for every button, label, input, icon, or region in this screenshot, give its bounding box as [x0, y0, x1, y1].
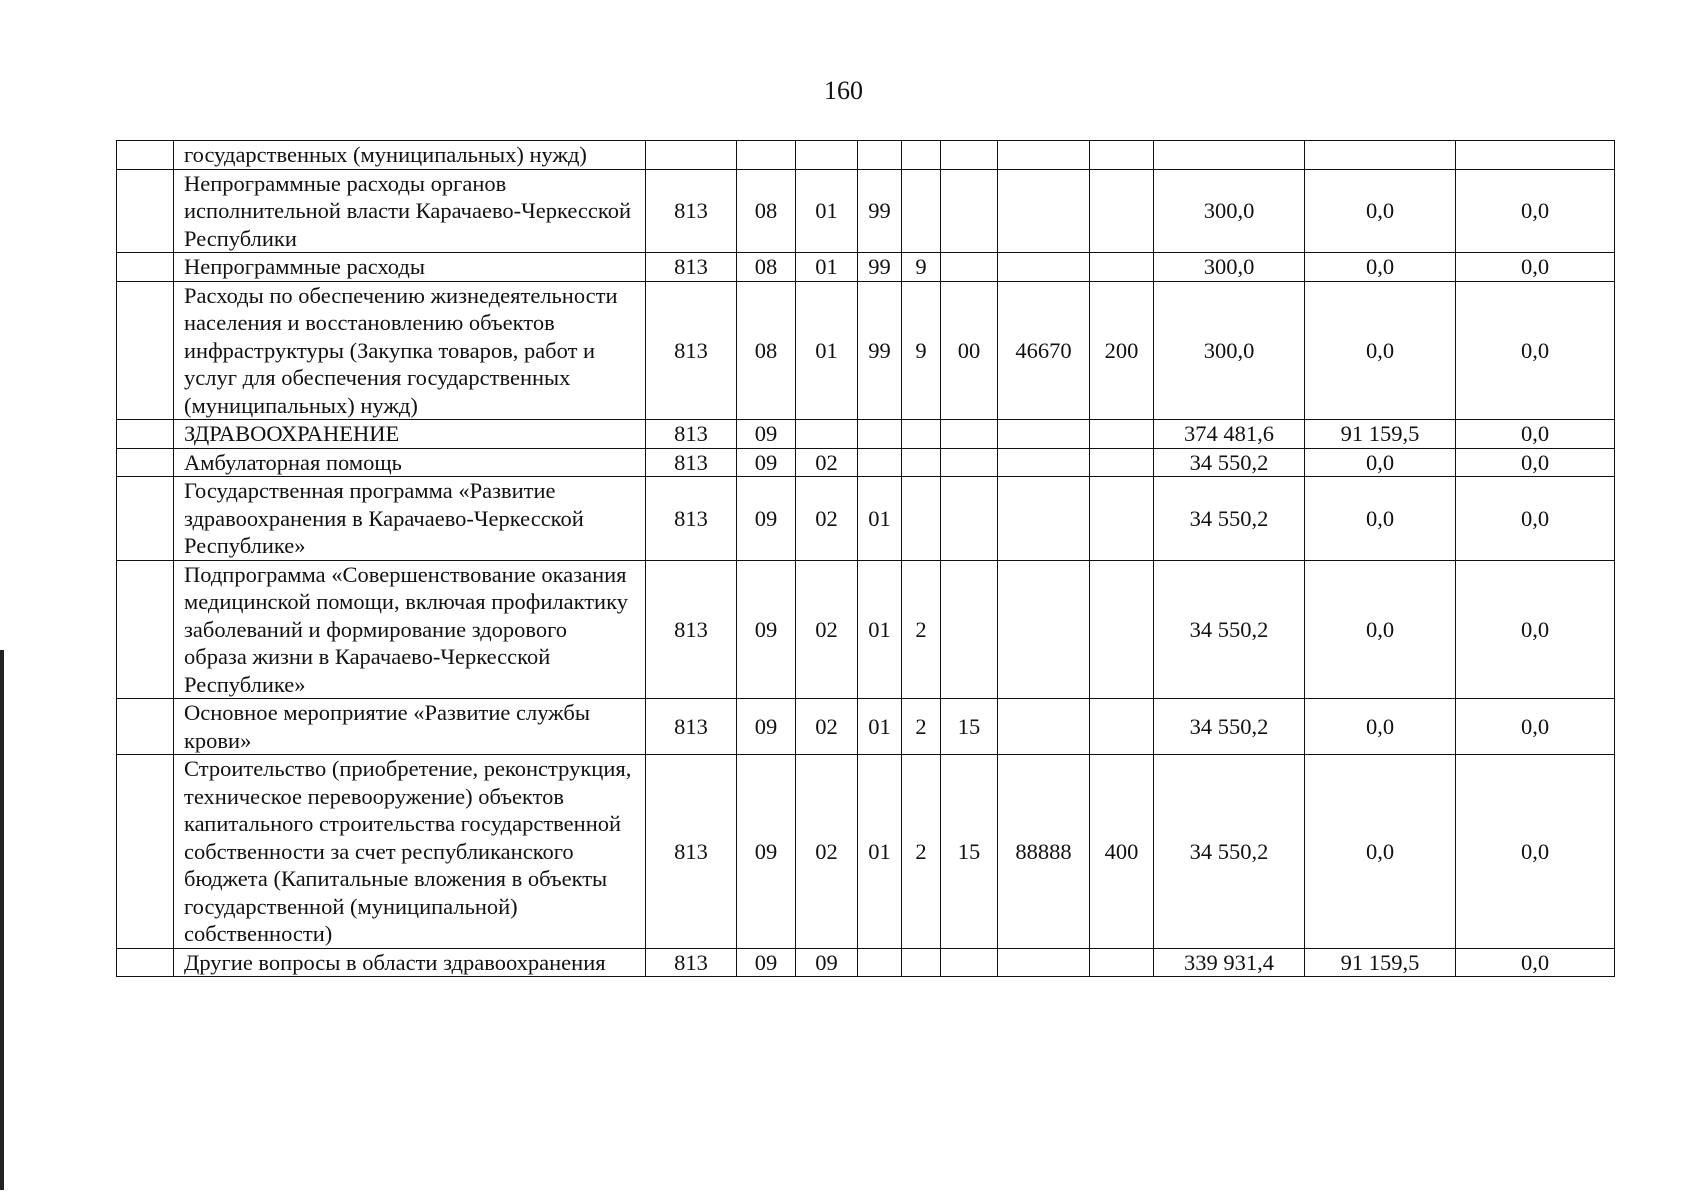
- cell-section: 08: [737, 281, 796, 420]
- cell-target-2: 2: [902, 755, 941, 949]
- cell-expense-type: [1090, 948, 1154, 977]
- cell-target-4: [998, 141, 1090, 170]
- cell-sum-3: 0,0: [1456, 948, 1615, 977]
- cell-name: государственных (муниципальных) нужд): [174, 141, 646, 170]
- cell-grbs: 813: [646, 755, 737, 949]
- cell-expense-type: [1090, 253, 1154, 282]
- cell-expense-type: [1090, 560, 1154, 699]
- cell-grbs: 813: [646, 948, 737, 977]
- cell-target-1: 99: [858, 253, 902, 282]
- cell-sum-2: 0,0: [1305, 253, 1456, 282]
- row-index-cell: [117, 699, 174, 755]
- cell-target-2: [902, 169, 941, 253]
- cell-expense-type: [1090, 169, 1154, 253]
- cell-subsection: 09: [796, 948, 858, 977]
- cell-sum-2: 91 159,5: [1305, 948, 1456, 977]
- table-row: [117, 448, 1615, 477]
- cell-subsection: 02: [796, 448, 858, 477]
- cell-expense-type: 200: [1090, 281, 1154, 420]
- cell-sum-1: 34 550,2: [1154, 755, 1305, 949]
- cell-target-2: 2: [902, 560, 941, 699]
- cell-target-3: [941, 948, 998, 977]
- cell-target-4: [998, 477, 1090, 561]
- cell-sum-2: 91 159,5: [1305, 420, 1456, 449]
- cell-name: Непрограммные расходы органов исполнительной власти Карачаево-Черкесской Республики: [174, 169, 646, 253]
- cell-grbs: [646, 141, 737, 170]
- cell-sum-2: 0,0: [1305, 477, 1456, 561]
- cell-section: [737, 141, 796, 170]
- row-index-cell: [117, 141, 174, 170]
- table-row: [117, 948, 1615, 977]
- cell-section: 09: [737, 420, 796, 449]
- table-row: [117, 169, 1615, 253]
- cell-sum-2: 0,0: [1305, 169, 1456, 253]
- cell-target-4: 88888: [998, 755, 1090, 949]
- cell-grbs: 813: [646, 560, 737, 699]
- cell-target-2: 9: [902, 253, 941, 282]
- cell-sum-1: 34 550,2: [1154, 477, 1305, 561]
- cell-section: 09: [737, 448, 796, 477]
- row-index-cell: [117, 755, 174, 949]
- table-row: [117, 699, 1615, 755]
- cell-sum-3: 0,0: [1456, 281, 1615, 420]
- cell-subsection: [796, 141, 858, 170]
- cell-grbs: 813: [646, 281, 737, 420]
- cell-subsection: 01: [796, 169, 858, 253]
- cell-sum-3: 0,0: [1456, 477, 1615, 561]
- page-number: 160: [824, 76, 863, 105]
- cell-expense-type: [1090, 448, 1154, 477]
- cell-sum-2: 0,0: [1305, 560, 1456, 699]
- cell-target-1: 01: [858, 755, 902, 949]
- cell-sum-1: [1154, 141, 1305, 170]
- cell-sum-2: 0,0: [1305, 755, 1456, 949]
- cell-expense-type: [1090, 420, 1154, 449]
- row-index-cell: [117, 560, 174, 699]
- cell-target-3: [941, 560, 998, 699]
- cell-section: 09: [737, 755, 796, 949]
- cell-target-2: 9: [902, 281, 941, 420]
- cell-section: 09: [737, 948, 796, 977]
- cell-target-1: 01: [858, 477, 902, 561]
- table-row: [117, 253, 1615, 282]
- cell-name: Амбулаторная помощь: [174, 448, 646, 477]
- cell-target-3: 00: [941, 281, 998, 420]
- cell-name: Расходы по обеспечению жизнедеятельности населения и восстановлению объектов инфраструктуры (Закупка товаров, работ и услуг для обеспечения государственных (муниципальных) нужд): [174, 281, 646, 420]
- cell-expense-type: 400: [1090, 755, 1154, 949]
- cell-sum-1: 374 481,6: [1154, 420, 1305, 449]
- cell-sum-3: 0,0: [1456, 448, 1615, 477]
- cell-target-4: [998, 169, 1090, 253]
- cell-target-1: 01: [858, 560, 902, 699]
- cell-target-1: [858, 141, 902, 170]
- cell-target-2: [902, 141, 941, 170]
- cell-target-2: [902, 477, 941, 561]
- row-index-cell: [117, 253, 174, 282]
- cell-target-1: 99: [858, 169, 902, 253]
- row-index-cell: [117, 420, 174, 449]
- cell-sum-1: 300,0: [1154, 253, 1305, 282]
- cell-target-1: 01: [858, 699, 902, 755]
- cell-target-1: [858, 420, 902, 449]
- cell-target-3: 15: [941, 699, 998, 755]
- cell-subsection: 01: [796, 253, 858, 282]
- row-index-cell: [117, 448, 174, 477]
- cell-target-4: [998, 948, 1090, 977]
- budget-table: [116, 140, 1615, 977]
- cell-sum-1: 300,0: [1154, 281, 1305, 420]
- cell-target-4: 46670: [998, 281, 1090, 420]
- cell-target-3: 15: [941, 755, 998, 949]
- cell-subsection: 02: [796, 699, 858, 755]
- cell-subsection: 02: [796, 560, 858, 699]
- cell-target-1: [858, 948, 902, 977]
- cell-subsection: 02: [796, 477, 858, 561]
- cell-sum-2: 0,0: [1305, 281, 1456, 420]
- cell-target-1: 99: [858, 281, 902, 420]
- cell-target-4: [998, 420, 1090, 449]
- cell-grbs: 813: [646, 253, 737, 282]
- table-row: [117, 560, 1615, 699]
- cell-section: 09: [737, 699, 796, 755]
- cell-target-1: [858, 448, 902, 477]
- cell-grbs: 813: [646, 477, 737, 561]
- cell-sum-3: 0,0: [1456, 253, 1615, 282]
- cell-target-3: [941, 448, 998, 477]
- cell-sum-3: [1456, 141, 1615, 170]
- cell-sum-1: 34 550,2: [1154, 560, 1305, 699]
- table-row: [117, 755, 1615, 949]
- cell-subsection: 02: [796, 755, 858, 949]
- cell-grbs: 813: [646, 420, 737, 449]
- cell-sum-1: 339 931,4: [1154, 948, 1305, 977]
- cell-section: 09: [737, 560, 796, 699]
- cell-expense-type: [1090, 141, 1154, 170]
- cell-name: Непрограммные расходы: [174, 253, 646, 282]
- cell-target-3: [941, 477, 998, 561]
- cell-name: Строительство (приобретение, реконструкция, техническое перевооружение) объектов капитального строительства государственной собственности за счет республиканского бюджета (Капитальные вложения в объекты государственной (муниципальной) собственности): [174, 755, 646, 949]
- cell-name: Подпрограмма «Совершенствование оказания медицинской помощи, включая профилактику заболеваний и формирование здорового образа жизни в Карачаево-Черкесской Республике»: [174, 560, 646, 699]
- cell-target-3: [941, 253, 998, 282]
- cell-section: 08: [737, 253, 796, 282]
- cell-grbs: 813: [646, 448, 737, 477]
- cell-expense-type: [1090, 699, 1154, 755]
- table-row: [117, 281, 1615, 420]
- table-row: [117, 477, 1615, 561]
- cell-name: Государственная программа «Развитие здравоохранения в Карачаево-Черкесской Республике»: [174, 477, 646, 561]
- cell-target-3: [941, 420, 998, 449]
- cell-sum-1: 34 550,2: [1154, 448, 1305, 477]
- cell-target-2: [902, 420, 941, 449]
- cell-target-2: [902, 948, 941, 977]
- cell-target-2: [902, 448, 941, 477]
- cell-sum-3: 0,0: [1456, 169, 1615, 253]
- cell-name: Другие вопросы в области здравоохранения: [174, 948, 646, 977]
- cell-sum-2: 0,0: [1305, 699, 1456, 755]
- row-index-cell: [117, 477, 174, 561]
- cell-target-4: [998, 253, 1090, 282]
- cell-sum-1: 34 550,2: [1154, 699, 1305, 755]
- cell-grbs: 813: [646, 169, 737, 253]
- cell-section: 08: [737, 169, 796, 253]
- cell-expense-type: [1090, 477, 1154, 561]
- cell-sum-3: 0,0: [1456, 420, 1615, 449]
- cell-sum-3: 0,0: [1456, 560, 1615, 699]
- scan-edge-mark: [0, 650, 4, 1190]
- cell-subsection: 01: [796, 281, 858, 420]
- cell-sum-3: 0,0: [1456, 755, 1615, 949]
- cell-name: Основное мероприятие «Развитие службы крови»: [174, 699, 646, 755]
- cell-name: ЗДРАВООХРАНЕНИЕ: [174, 420, 646, 449]
- cell-section: 09: [737, 477, 796, 561]
- row-index-cell: [117, 169, 174, 253]
- cell-subsection: [796, 420, 858, 449]
- cell-target-2: 2: [902, 699, 941, 755]
- cell-target-3: [941, 169, 998, 253]
- table-row: [117, 141, 1615, 170]
- cell-sum-2: 0,0: [1305, 448, 1456, 477]
- row-index-cell: [117, 948, 174, 977]
- table-row: [117, 420, 1615, 449]
- cell-target-4: [998, 560, 1090, 699]
- cell-sum-1: 300,0: [1154, 169, 1305, 253]
- cell-target-4: [998, 448, 1090, 477]
- cell-grbs: 813: [646, 699, 737, 755]
- cell-sum-3: 0,0: [1456, 699, 1615, 755]
- cell-sum-2: [1305, 141, 1456, 170]
- row-index-cell: [117, 281, 174, 420]
- cell-target-4: [998, 699, 1090, 755]
- cell-target-3: [941, 141, 998, 170]
